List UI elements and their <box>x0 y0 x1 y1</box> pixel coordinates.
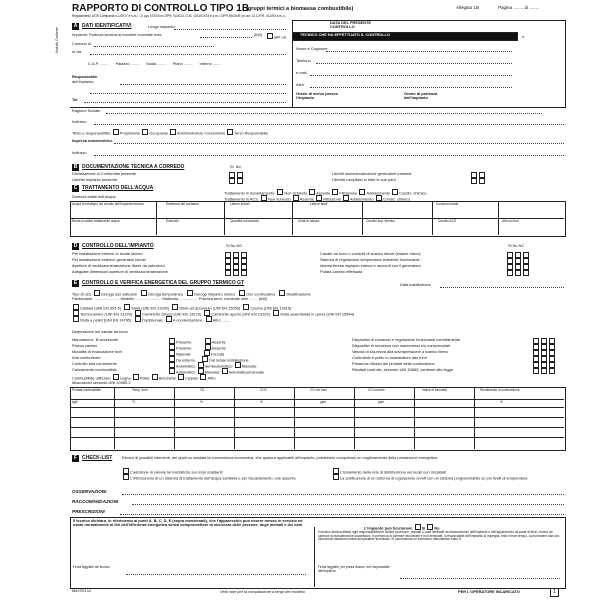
footer-operatore: PER L'OPERATORE INCARICATO <box>458 589 520 594</box>
tipo-uso-row: Tipo di uso: Deroga uso saltuario Deroga temporanea Deroga impianto storico Uso continuativo Disattivazione <box>72 291 311 297</box>
section-d-letter: D <box>73 243 78 249</box>
tecnico-effettuato-label: TECNICO CHE HA EFFETTUATO IL CONTROLLO <box>300 32 390 37</box>
impianto-funzionare-label: L'impianto può funzionare Si No <box>364 525 440 531</box>
libretto-impianto: Libretto impianto presente <box>72 177 117 182</box>
telefono-label: Telefono <box>296 58 311 63</box>
form-subtitle: (gruppi termici a biomassa combustibile) <box>246 6 354 12</box>
misure-table <box>70 387 566 451</box>
ragione-sociale-label: Ragione Sociale <box>72 108 101 113</box>
orario-partenza-label: Orario di partenza dall'impianto <box>404 91 438 101</box>
firma-responsabile-label: Firma leggibile, per presa visione, del responsabile dell'impianto <box>318 565 390 573</box>
nome-cognome-label: Nome e Cognome <box>296 46 328 51</box>
indirizzo-label: Indirizzo <box>72 119 87 124</box>
allegato-label: Allegato 1B <box>456 5 480 10</box>
section-c-letter: C <box>73 185 78 191</box>
note-text: Il tecnico declina altresì ogni responsabilità per sinistri a persone, animali o cose derivanti da manomissioni dell'impianto o dell'apparecchio da parte di terzi, ovvero da carenze di manutenzione successiva. In presenza di carenze riscontrate e non eliminate, il responsabile dell'impianto si impegna, entro breve tempo, a provvedere alla loro risoluzione dandone notizia all'operatore incaricato. Si raccomanda un intervento manutentivo entro il: <box>318 530 560 542</box>
section-a-title: DATI IDENTIFICATIVI <box>82 23 132 29</box>
altro-label: Altro <box>296 82 304 87</box>
section-b-letter: B <box>73 164 78 170</box>
via-label: in via <box>72 49 82 54</box>
titolo-responsabile-label: Titolo e responsabilità: Proprietario Occupante Amministratore Condominio Terzo Responsabile <box>72 130 269 136</box>
durezza-label: Durezza totale dell'acqua <box>72 194 116 199</box>
copy-number: 1 <box>550 588 559 597</box>
pagina-label: Pagina ........ di ........ <box>498 5 540 10</box>
libretto-compilato: Libretto compilato in tutte le sue parti <box>332 177 396 182</box>
section-f-title: CHECK-LIST <box>82 455 113 461</box>
dich-conformita: Dichiarazione di Conformità presente <box>72 171 137 176</box>
potenza-label: Impianto: Potenza termica al focolare nominale max <box>72 32 162 37</box>
altri-usi-label: altri usi <box>266 33 286 40</box>
data-installazione-label: Data installazione <box>400 282 431 287</box>
osservazioni-label: OSSERVAZIONI <box>72 489 107 494</box>
libretti-uso: Libretti uso/manutenzione generatore presenti <box>332 171 412 176</box>
section-b-title: DOCUMENTAZIONE TECNICA A CORREDO <box>82 164 185 170</box>
misurazioni-label: Misurazioni secondo UNI 10389-2 <box>72 380 131 385</box>
data-controllo-label: DATA DEL PRESENTE CONTROLLO <box>330 20 371 30</box>
section-a-letter: A <box>73 23 78 29</box>
tratt-acs-row: Trattamento in ACS: Non richiesto Assente Filtrazione Addolcimento Condiz. chimico <box>224 196 411 202</box>
section-c-title: TRATTAMENTO DELL'ACQUA <box>82 185 154 191</box>
checkbox[interactable] <box>237 178 243 184</box>
footer-code: 8644T001 bd <box>72 589 91 593</box>
email-label: e-mail <box>296 70 307 75</box>
section-e-title: CONTROLLO E VERIFICA ENERGETICA DEL GRUPPO TERMICO GT <box>82 280 245 286</box>
checkbox[interactable] <box>229 178 235 184</box>
firma-tecnico-label: Firma leggibile del tecnico <box>73 565 110 569</box>
checkbox[interactable] <box>479 178 485 184</box>
impresa-manutentrice-label: Impresa manutentrice <box>72 138 113 143</box>
responsabile-label: Responsabile <box>72 74 98 79</box>
section-f-letter: F <box>73 455 78 461</box>
form-sheet: RAPPORTO DI CONTROLLO TIPO 1B (gruppi termici a biomassa combustibile) Allegato 1B Pagina ........ di ........ Regolamento DGR Campania n.1/2017 e s.m.i.; D.Lgs 192/05 ex DPR 74/2013, D.M. 10/02/2014 e s.m.i. DPR 59/2009 (ex art. 11 D.P.R. 412/93 s.m.i.) Modello Conforme A DATI IDENTIFICATIVI Luogo impianto: Impianto: Potenza termica al focolare nominale max (kW) altri usi Comune di in via C.A.P. ........ Palazzo ........ Scala ........ Piano ........ Interno ........ Responsabile dell'impianto Tel. DATA DEL PRESENTE CONTROLLO TECNICO CHE HA EFFETTUATO IL CONTROLLO n. Nome e Cognome Telefono e-mail Altro Orario di arrivo presso l'impianto Orario di partenza dall'impianto Ragione Sociale Indirizzo Titolo e responsabilità: Proprietario Occupante Amministratore Condominio Terzo Responsabile Impresa manutentrice Indirizzo B DOCUMENTAZIONE TECNICA A CORREDO Si No Dichiarazione di Conformità presente Libretto impianto presente Libretti uso/manutenzione generatore presenti Libretto compilato in tutte le sue parti C TRATTAMENTO DELL'ACQUA Trattamento in riscaldamento: Non richiesto Assente Filtrazione Addolcimento Condiz. chimico Durezza totale dell'acqua Trattamento in ACS: Non richiesto Assente Filtrazione Addolcimento Condiz. chimico Acqua di reintegro nel circuito dell'impianto termico Esistenza del contatore Letture iniziali Letture finali Consumo totale Nome prodotto trattamento acqua Esercizio Quantità consumata Unità di misura Circuito imp. termico Circuito ACS Altri usi fiori D CONTROLLO DELL'IMPIANTO Si No NC Si No NC Per installazione interna: in locale idoneo Per installazione esterna: generatori idonei Aperture di ventilazione/aerazione libere da ostruzioni Adeguate dimensioni aperture di ventilazione/aerazione Canale da fumo o condotti di scarico idonei (esame visivo) Sistema di regolazione temperatura ambiente funzionante Idonea tenuta impianto interno e raccordi con il generatore Pulizia camino effettuata E CONTROLLO E VERIFICA ENERGETICA DEL GRUPPO TERMICO GT Data installazione Tipo di uso: Deroga uso saltuario Deroga temporanea Deroga impianto storico Uso continuativo Disattivazione Fabbricante ........................ Modello ........................ Matricola ................. Potenza term. nominale utile ........ (kW) Caldaia (UNI EN 303-5) Stufa (UNI EN 13240) Stufa ad accumulo (UNI EN 15250) Cucina (UNI EN 12815) Termocamino (UNI EN 13229) Caminetto chiuso (UNI EN 13229) Caminetto aperto (UNI EN 13229) Stufa assemblata in opera (UNI EN 15544) Stufa a pellet (UNI EN 14785) Tradizionale A condensazione Altro ........ Depressione nel canale da fumo Manuatuenz. Ill accessorie Presente Assente Placca camino Presente Assente Modalità di evacuazione fumi Naturale Forzata Aria comburente Da esterno Dal locale installazione Controllo aria comburente Automatico Semiautomatico Manuale Caricamento combustibile Automatico Manuale Automatico/manuale Combustibile utilizzato Legna Pellet Bricchette Cippato Altro Dispositivi di comando e regolazione funzionanti correttamente Dispositivi di sicurezza non manomessi e/o cortocircuitati Valvola di sicurezza alla sovrapressione a scarico libero Controllato e pulito lo scambiatore lato fumi Presenza riflusso dei prodotti della combustione Risultati controllo, secondo UNI 10683, conformi alla legge Misurazioni secondo UNI 10389-2 Portata combustibile Temp. fumi O2 CO2 CO nei fumi CO corretto Indice di fumosità Rendimento di combustione kg/h °C % % ppm ppm % F CHECK-LIST Elenco di possibili interventi, dei quali va valutata la convenienza economica, che qualora applicabili all'impianto, potrebbero comportare un miglioramento della prestazione energetica: L'adozione di valvole termostatiche sui corpi scaldanti L'isolamento della rete di distribuzione nei locali non riscaldati L'introduzione di un sistema di trattamento dell'acqua sanitaria e per riscaldamento, ove assente La sostituzione di un sistema di regolazione on/off con un sistema programmabile su più livelli di temperatura OSSERVAZIONI RACCOMANDAZIONI PRESCRIZIONI Il tecnico dichiara, in riferimento ai punti A, B, C, D, E (sopra menzionati), che l'apparecchio può essere messo in servizio ed usato normalmente ai fini dell'efficienza energetica senza compromettere la sicurezza delle persone, degli animali e dei beni. L'impianto può funzionare Si No Il tecnico declina altresì ogni responsabilità per sinistri a persone, animali o cose derivanti da manomissioni dell'impianto o dell'apparecchio da parte di terzi, ovvero da carenze di manutenzione successiva. In presenza di carenze riscontrate e non eliminate, il responsabile dell'impianto si impegna, entro breve tempo, a provvedere alla loro risoluzione dandone notizia all'operatore incaricato. Si raccomanda un intervento manutentivo entro il: Firma leggibile del tecnico Firma leggibile, per presa visione, del responsabile dell'impianto 8644T001 bd Vedi note per la compilazione a tergo del modello PER L'OPERATORE INCARICATO 1 <box>70 3 568 597</box>
checkbox[interactable] <box>471 178 477 184</box>
raccomandazioni-label: RACCOMANDAZIONI <box>72 499 119 504</box>
side-label: Modello Conforme <box>55 26 59 53</box>
dichiarazione-text: Il tecnico dichiara, in riferimento ai punti A, B, C, D, E (sopra menzionati), che l'apparecchio può essere messo in servizio ed usato normalmente ai fini dell'efficienza energetica senza compromettere la sicurezza delle persone, degli animali e dei beni. <box>73 518 304 528</box>
comune-label: Comune di <box>72 41 91 46</box>
legal-reference: Regolamento DGR Campania n.1/2017 e s.m.i.; D.Lgs 192/05 ex DPR 74/2013, D.M. 10/02/2014 e s.m.i. DPR 59/2009 (ex art. 11 D.P.R. 412/93 s.m.i.) <box>72 14 286 18</box>
luogo-impianto-label: Luogo impianto: <box>148 24 176 29</box>
tel-label: Tel. <box>72 97 79 102</box>
footer-note: Vedi note per la compilazione a tergo del modello <box>220 589 306 594</box>
section-d-title: CONTROLLO DELL'IMPIANTO <box>82 243 154 249</box>
checklist-intro: Elenco di possibili interventi, dei quali va valutata la convenienza economica, che qualora applicabili all'impianto, potrebbero comportare un miglioramento della prestazione energetica: <box>122 455 438 460</box>
tratt-risc-row: Trattamento in riscaldamento: Non richiesto Assente Filtrazione Addolcimento Condiz. chimico <box>224 190 427 196</box>
form-title: RAPPORTO DI CONTROLLO TIPO 1B <box>72 3 250 14</box>
orario-arrivo-label: Orario di arrivo presso l'impianto <box>296 91 338 101</box>
prescrizioni-label: PRESCRIZIONI <box>72 509 105 514</box>
address-row: C.A.P. ........ Palazzo ........ Scala ........ Piano ........ Interno ........ <box>88 61 222 66</box>
section-e-letter: E <box>73 280 78 286</box>
